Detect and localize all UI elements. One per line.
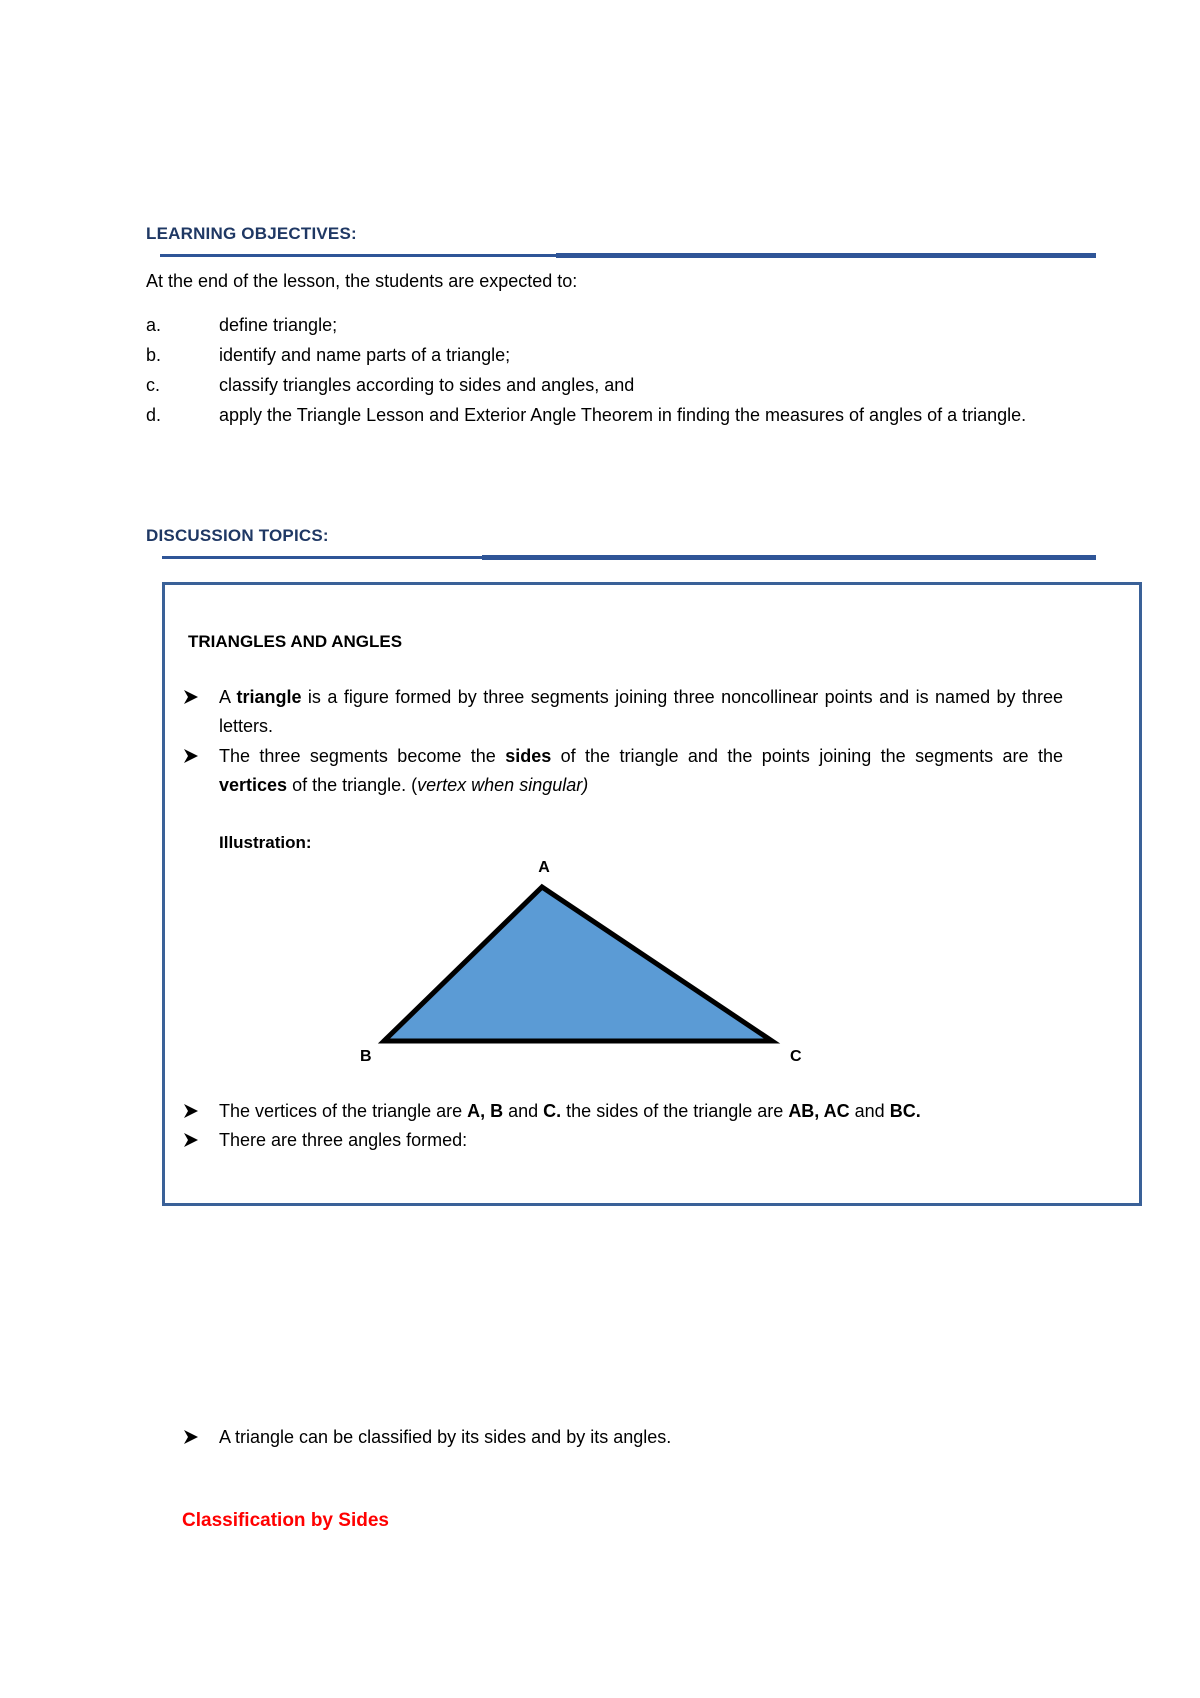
discussion-topics-heading: DISCUSSION TOPICS: [146,526,329,545]
heading-rule-right [556,253,1096,258]
heading-rule-right [482,555,1096,560]
bullet-text: There are three angles formed: [219,1130,468,1150]
objective-item-b [146,341,1069,370]
box-title: TRIANGLES AND ANGLES [188,632,403,651]
objectives-intro: At the end of the lesson, the students are expected to: [146,271,578,291]
objective-text: apply the Triangle Lesson and Exterior Angle Theorem in finding the measures of angles of a triangle. [219,405,1027,425]
bullet-triangle-definition [183,683,1063,741]
bullet-classification [183,1423,1063,1452]
objective-letter: c. [146,375,161,395]
bullet-text: The three segments become the sides of the triangle and the points joining the segments are the vertices of the triangle. (vertex when singular) [219,746,1063,795]
arrow-bullet-icon [183,1103,199,1119]
bullet-text: A triangle is a figure formed by three segments joining three noncollinear points and is named by three letters. [219,687,1064,736]
heading-rule-left [162,556,486,559]
bullet-sides-vertices [183,742,1063,800]
learning-objectives-heading: LEARNING OBJECTIVES: [146,224,357,243]
arrow-bullet-icon [183,1132,199,1148]
objective-text: define triangle; [219,315,338,335]
triangle-shape [384,887,772,1041]
triangle-illustration [340,850,800,1070]
objective-text: identify and name parts of a triangle; [219,345,511,365]
arrow-bullet-icon [183,1429,199,1445]
objective-letter: d. [146,405,162,425]
objective-letter: b. [146,345,162,365]
objective-item-a [146,311,1069,340]
bullet-text: A triangle can be classified by its sides and by its angles. [219,1427,672,1447]
arrow-bullet-icon [183,689,199,705]
bullet-three-angles [183,1126,1063,1155]
bullet-vertices-list [183,1097,1063,1126]
vertex-label-a: A [538,859,550,876]
objective-letter: a. [146,315,162,335]
illustration-label: Illustration: [219,833,312,852]
bullet-text: The vertices of the triangle are A, B and C. the sides of the triangle are AB, AC and BC. [219,1101,921,1121]
vertex-label-b: B [360,1048,372,1065]
heading-rule-left [160,254,560,257]
objective-item-c [146,371,1069,400]
classification-by-sides-heading: Classification by Sides [182,1510,389,1531]
objective-text: classify triangles according to sides and angles, and [219,375,635,395]
arrow-bullet-icon [183,748,199,764]
objective-item-d [146,401,1059,430]
vertex-label-c: C [790,1048,802,1065]
